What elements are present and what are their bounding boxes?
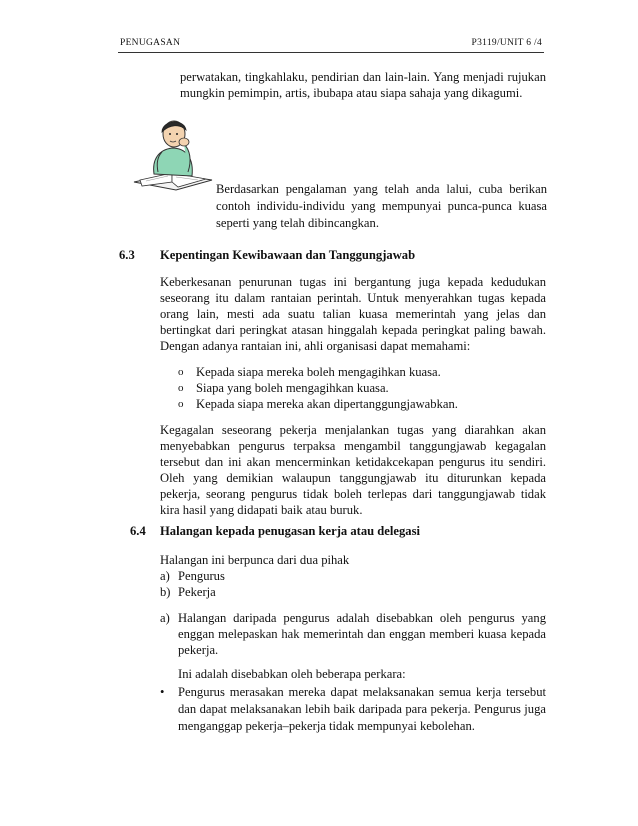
activity-paragraph [216,181,547,232]
activity-line: contoh individu-individu yang mempunyai punca-punca kuasa [216,199,547,213]
paragraph-line: Oleh yang demikian walaupun tanggungjawab itu diturunkan kepada [160,471,546,485]
paragraph-line: tersebut dan ini akan mencerminkan ketidakcekapan pengurus itu sendiri. [160,455,546,469]
section-6-3-paragraph-2 [160,422,546,518]
header-right: P3119/UNIT 6 /4 [471,38,542,48]
bullet-text: Kepada siapa mereka boleh mengagihkan kuasa. [196,365,441,379]
bullet-marker: o [178,366,184,378]
list-text: Pekerja [178,585,216,599]
section-title: Kepentingan Kewibawaan dan Tanggungjawab [160,248,416,262]
section-title: Halangan kepada penugasan kerja atau delegasi [160,524,420,538]
paragraph-line: orang lain, mesti ada suatu talian kuasa memerintah yang jelas dan [160,307,546,321]
list-marker: a) [160,569,170,583]
paragraph-line: pekerja. [178,643,219,657]
intro-line: perwatakan, tingkahlaku, pendirian dan lain-lain. Yang menjadi rujukan [180,70,546,84]
point-a-marker: a) [160,611,170,625]
paragraph-line: Halangan daripada pengurus adalah disebabkan oleh pengurus yang [178,611,546,625]
paragraph-line: bertingkat dari peringkat atasan hinggalah kepada peringkat paling bawah. [160,323,546,337]
reasons-intro: Ini adalah disebabkan oleh beberapa perkara: [178,667,406,681]
point-a-paragraph [178,610,546,658]
bullet-marker: o [178,382,184,394]
paragraph-line: enggan melepaskan hak memerintah dan enggan memberi kuasa kepada [178,627,546,641]
paragraph-line: Dengan adanya rantaian ini, ahli organisasi dapat memahami: [160,339,471,353]
activity-line: seperti yang telah dibincangkan. [216,216,379,230]
paragraph-line: menganggap pekerja–pekerja tidak mempunyai kebolehan. [178,719,475,733]
reason-bullet-paragraph [178,684,546,735]
paragraph-line: Kegagalan seseorang pekerja menjalankan tugas yang diarahkan akan [160,423,546,437]
paragraph-line: Keberkesanan penurunan tugas ini bergantung juga kepada kedudukan [160,275,546,289]
section-6-4-intro: Halangan ini berpunca dari dua pihak [160,553,350,567]
page-header [118,36,544,53]
student-reading-illustration [132,116,214,192]
paragraph-line: Pengurus merasakan mereka dapat melaksanakan semua kerja tersebut [178,685,546,699]
paragraph-line: kira hasil yang didapati baik atau buruk. [160,503,363,517]
intro-line: mungkin pemimpin, artis, ibubapa atau siapa sahaja yang dikagumi. [180,86,523,100]
paragraph-line: pekerja, seorang pengurus tidak boleh terlepas dari tanggungjawab tidak [160,487,546,501]
paragraph-line: menyebabkan pengurus terpaksa mengambil tanggungjawab kegagalan [160,439,546,453]
intro-paragraph [180,69,546,101]
bullet-marker: o [178,398,184,410]
section-number: 6.3 [119,248,135,262]
bullet-text: Kepada siapa mereka akan dipertanggungjawabkan. [196,397,458,411]
bullet-text: Siapa yang boleh mengagihkan kuasa. [196,381,389,395]
paragraph-line: dan dapat melaksanakan lebih baik daripada para pekerja. Pengurus juga [178,702,546,716]
header-left: PENUGASAN [120,38,181,48]
list-marker: b) [160,585,171,599]
section-number: 6.4 [130,524,146,538]
section-6-3-paragraph-1 [160,274,546,354]
list-text: Pengurus [178,569,225,583]
reason-bullet-marker: • [160,685,165,699]
activity-line: Berdasarkan pengalaman yang telah anda lalui, cuba berikan [216,182,547,196]
paragraph-line: seseorang itu dalam rantaian perintah. Untuk menyerahkan tugas kepada [160,291,546,305]
